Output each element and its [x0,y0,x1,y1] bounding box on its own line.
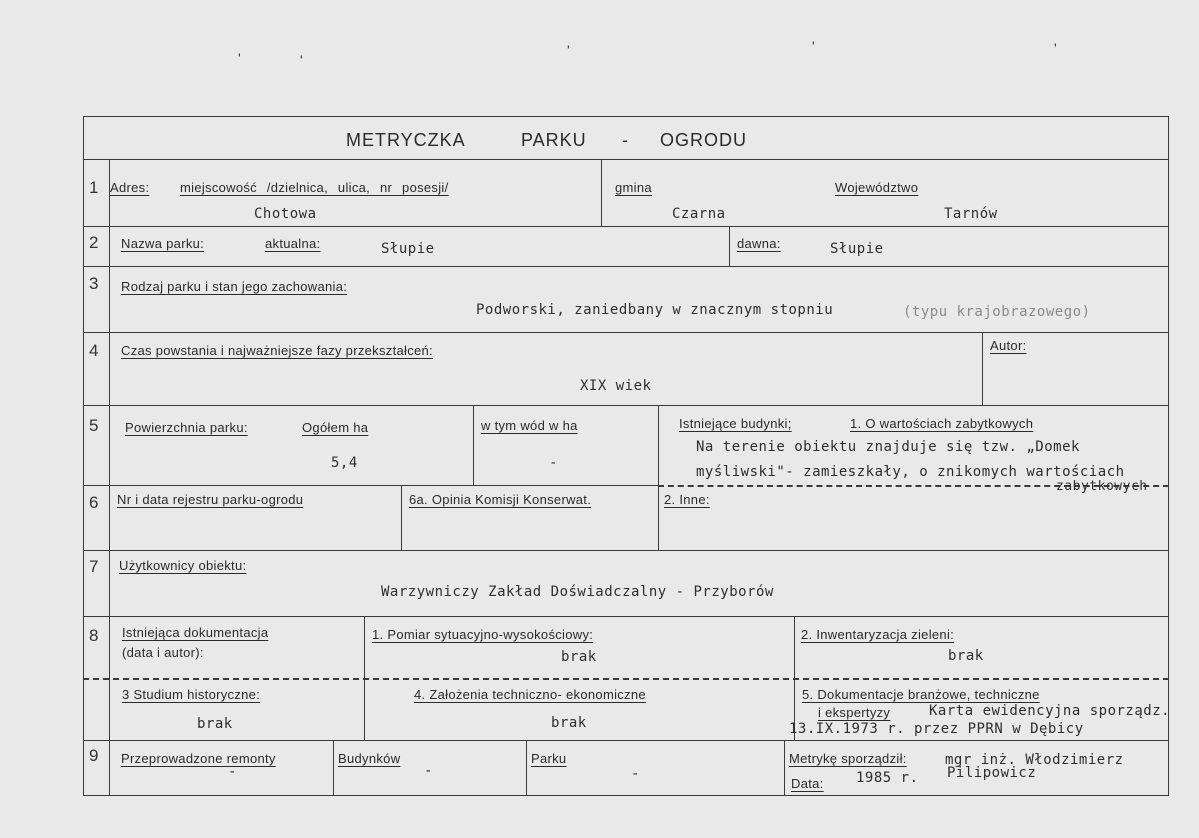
grid-line [401,485,402,550]
grid-line [83,550,1169,551]
industry-docs-value-line-2: 13.IX.1973 r. przez PPRN w Dębicy [789,721,1084,737]
commune-label: gmina [615,180,652,195]
commune-value: Czarna [672,206,726,222]
technical-assumptions-value: brak [551,715,587,731]
grid-line [83,332,1169,333]
voivodeship-label: Województwo [835,180,919,195]
grid-line [729,226,730,266]
park-renovation-label: Parku [531,751,567,766]
grid-line [83,740,1169,741]
park-type-extra: (typu krajobrazowego) [903,304,1091,320]
total-area-label: Ogółem ha [302,420,369,435]
grid-line [83,266,1169,267]
grid-line [83,116,84,795]
documentation-sub-label: (data i autor): [122,645,204,660]
heritage-buildings-label: 1. O wartościach zabytkowych [850,416,1034,431]
park-type-label: Rodzaj parku i stan jego zachowania: [121,279,348,294]
prepared-by-label: Metrykę sporządził: [789,751,907,766]
buildings-text-line-1: Na terenie obiektu znajduje się tzw. „Domek [696,439,1080,455]
greenery-inventory-label: 2. Inwentaryzacja zieleni: [801,627,955,642]
grid-line [109,159,110,795]
row-number: 6 [89,493,99,512]
grid-line [982,332,983,405]
current-name-label: aktualna: [265,236,321,251]
row-number: 1 [89,178,99,197]
row-number: 9 [89,746,99,765]
water-area-value: - [549,455,558,471]
grid-line [658,405,659,550]
date-value: 1985 r. [856,770,919,786]
renovations-value: - [228,764,237,780]
grid-line [83,678,1169,680]
address-detail-label: miejscowość /dzielnica, ulica, nr posesji/ [180,180,449,195]
grid-line [83,226,1169,227]
historical-study-value: brak [197,716,233,732]
origin-label: Czas powstania i najważniejsze fazy przekształceń: [121,343,433,358]
stray-mark: ' [812,38,815,54]
grid-line [784,740,785,795]
grid-line [1168,116,1169,795]
buildings-renovation-value: - [424,763,433,779]
stray-mark: ' [567,42,570,58]
stray-mark: ' [238,50,241,66]
conservation-opinion-label: 6a. Opinia Komisji Konserwat. [409,492,592,507]
historical-study-label: 3 Studium historyczne: [122,687,261,702]
industry-docs-label: 5. Dokumentacje branżowe, techniczne [802,687,1040,702]
row-number: 5 [89,416,99,435]
title-word-3: OGRODU [660,130,747,150]
grid-line [526,740,527,795]
technical-assumptions-label: 4. Założenia techniczno- ekonomiczne [414,687,646,702]
grid-line [83,616,1169,617]
users-label: Użytkownicy obiektu: [119,558,247,573]
prepared-by-value-line-2: Pilipowicz [947,765,1037,781]
grid-line [83,116,1169,117]
users-value: Warzywniczy Zakład Doświadczalny - Przyborów [381,584,774,600]
buildings-label: Istniejące budynki; [679,416,792,431]
buildings-text-line-2: myśliwski"- zamieszkały, o znikomych wartościach [696,464,1125,480]
documentation-label: Istniejąca dokumentacja [122,625,269,640]
voivodeship-value: Tarnów [944,206,998,222]
industry-docs-value: Karta ewidencyjna sporządz. [929,703,1171,719]
stray-mark: ' [1054,40,1057,56]
register-label: Nr i data rejestru parku-ogrodu [117,492,304,507]
locality-value: Chotowa [254,206,317,222]
park-name-label: Nazwa parku: [121,236,205,251]
survey-value: brak [561,649,597,665]
survey-label: 1. Pomiar sytuacyjno-wysokościowy: [372,627,594,642]
grid-line [333,740,334,795]
park-type-value: Podworski, zaniedbany w znacznym stopniu [476,302,834,318]
buildings-text-line-3: zabytkowych [1056,479,1148,494]
row-number: 8 [89,626,99,645]
grid-line [601,159,602,226]
current-name-value: Słupie [381,241,435,257]
former-name-label: dawna: [737,236,781,251]
row-number: 3 [89,274,99,293]
renovations-label: Przeprowadzone remonty [121,751,276,766]
grid-line [83,795,1169,796]
title-word-2: PARKU [521,130,587,150]
title-dash: - [622,130,629,150]
stray-mark: ' [300,52,303,68]
area-label: Powierzchnia parku: [125,420,248,435]
greenery-inventory-value: brak [948,648,984,664]
grid-line [83,159,1169,160]
address-label: Adres: [110,180,150,195]
water-area-label: w tym wód w ha [481,418,578,433]
park-renovation-value: - [631,766,640,782]
row-number: 7 [89,557,99,576]
other-label: 2. Inne: [664,492,710,507]
origin-value: XIX wiek [580,378,652,394]
title-word-1: METRYCZKA [346,130,466,150]
grid-line [83,405,1169,406]
prepared-by-value: mgr inż. Włodzimierz [945,752,1124,768]
row-number: 4 [89,341,99,360]
author-label: Autor: [990,338,1027,353]
expertises-label: i ekspertyzy [818,705,891,720]
former-name-value: Słupie [830,241,884,257]
buildings-renovation-label: Budynków [338,751,401,766]
grid-line [83,485,658,486]
total-area-value: 5,4 [331,455,358,471]
grid-line [364,616,365,740]
row-number: 2 [89,233,99,252]
grid-line [473,405,474,485]
date-label: Data: [791,776,824,791]
